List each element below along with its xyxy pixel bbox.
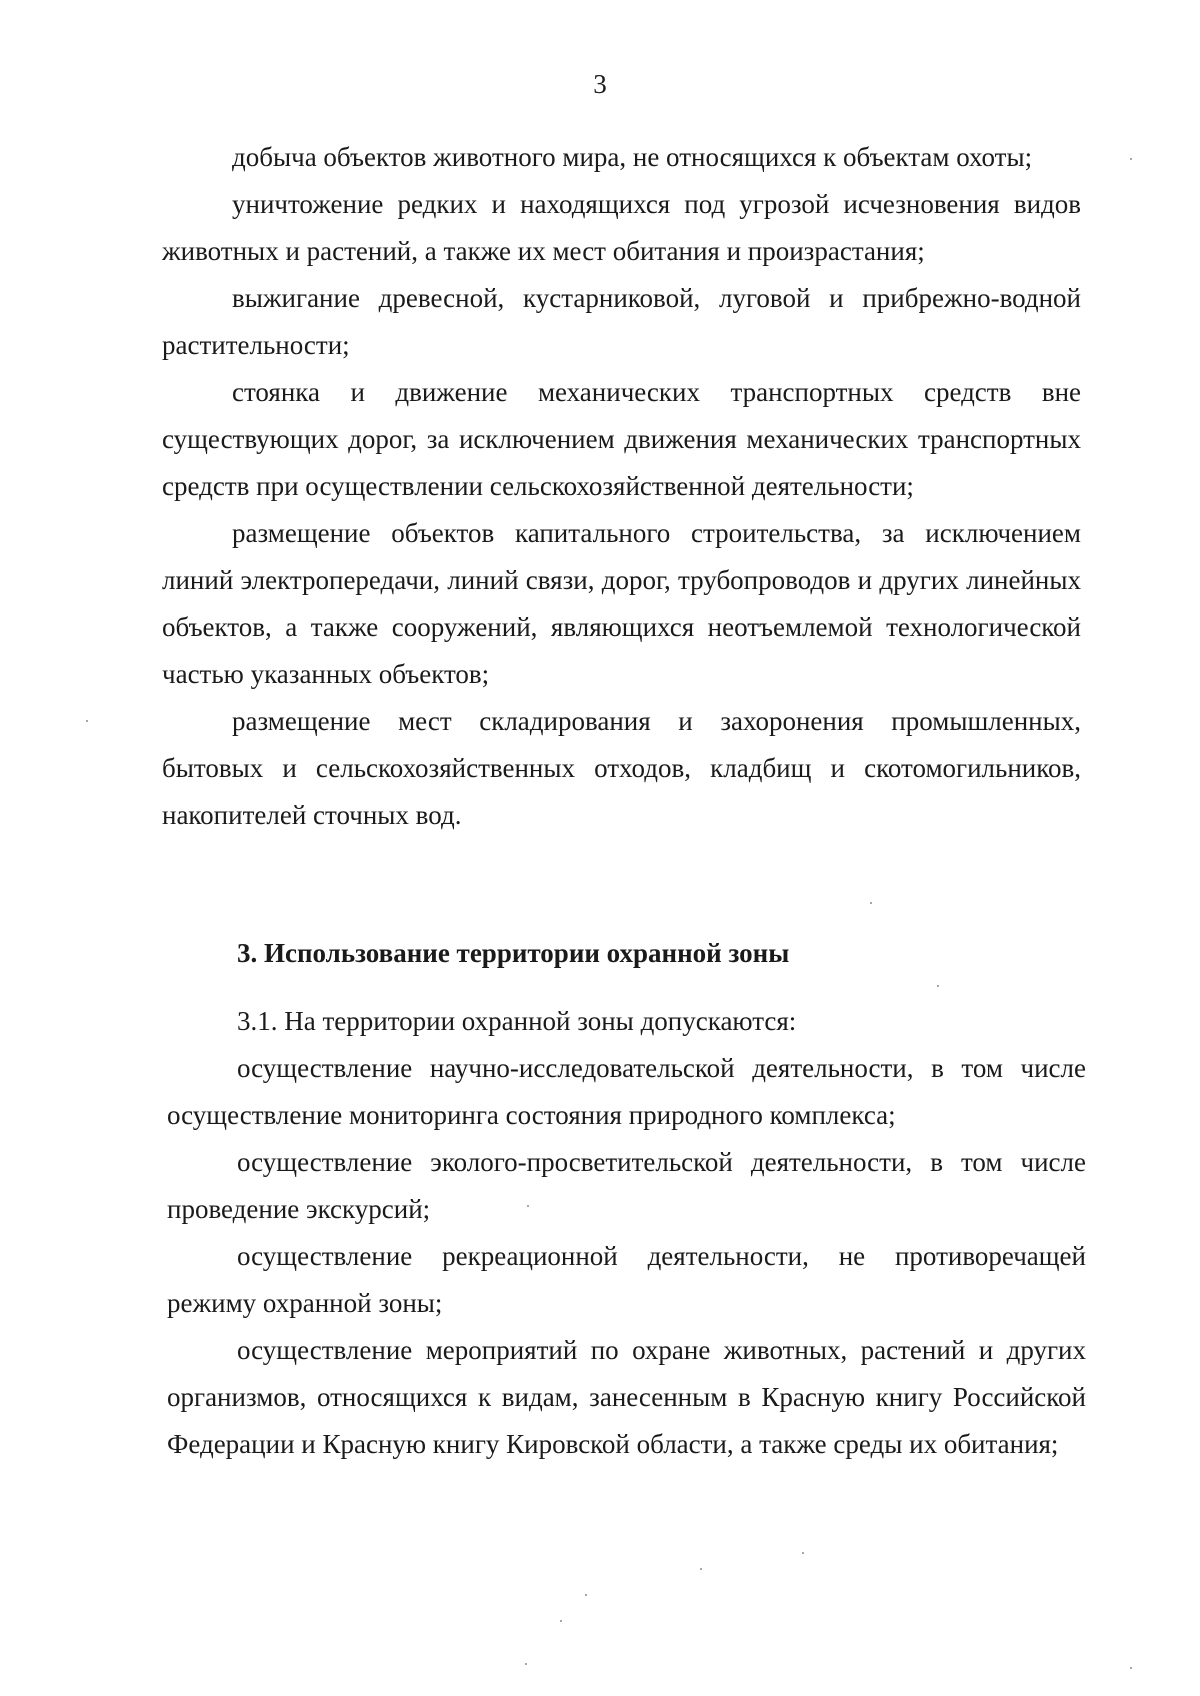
scan-speck — [802, 1552, 804, 1554]
paragraph: выжигание древесной, кустарниковой, луговой и прибрежно-водной растительности; — [162, 283, 1081, 360]
paragraph: добыча объектов животного мира, не относящихся к объектам охоты; — [232, 142, 1033, 172]
paragraph: осуществление научно-исследовательской деятельности, в том числе осуществление мониторинга состояния природного комплекса; — [167, 1053, 1086, 1130]
scan-speck — [1130, 1667, 1132, 1669]
scan-speck — [700, 1568, 702, 1570]
restrictions-list — [162, 134, 1081, 839]
scan-speck — [560, 1620, 562, 1622]
paragraph: осуществление рекреационной деятельности, не противоречащей режиму охранной зоны; — [167, 1241, 1086, 1318]
paragraph: осуществление мероприятий по охране животных, растений и других организмов, относящихся к видам, занесенным в Красную книгу Российской Федерации и Красную книгу Кировской области, а также среды их обитания; — [167, 1335, 1086, 1459]
paragraph: размещение объектов капитального строительства, за исключением линий электропередачи, линий связи, дорог, трубопроводов и других линейных объектов, а также сооружений, являющихся неотъемлемой технологической частью указанных объектов; — [162, 518, 1081, 689]
page-number: 3 — [593, 69, 607, 99]
scan-speck — [525, 1663, 527, 1665]
scan-speck — [527, 1205, 529, 1207]
paragraph: уничтожение редких и находящихся под угрозой исчезновения видов животных и растений, а также их мест обитания и произрастания; — [162, 189, 1081, 266]
paragraph: размещение мест складирования и захоронения промышленных, бытовых и сельскохозяйственных отходов, кладбищ и скотомогильников, накопителей сточных вод. — [162, 706, 1081, 830]
scan-speck — [870, 902, 872, 904]
paragraph: стоянка и движение механических транспортных средств вне существующих дорог, за исключением движения механических транспортных средств при осуществлении сельскохозяйственной деятельности; — [162, 377, 1081, 501]
paragraph: 3.1. На территории охранной зоны допускаются: — [237, 1006, 797, 1036]
paragraph: осуществление эколого-просветительской деятельности, в том числе проведение экскурсий; — [167, 1147, 1086, 1224]
scan-speck — [1130, 158, 1132, 160]
section-heading: 3. Использование территории охранной зоны — [237, 938, 790, 968]
scan-speck — [937, 985, 939, 987]
scan-speck — [86, 720, 88, 722]
permitted-uses-list — [167, 998, 1086, 1468]
scan-speck — [585, 1594, 587, 1596]
